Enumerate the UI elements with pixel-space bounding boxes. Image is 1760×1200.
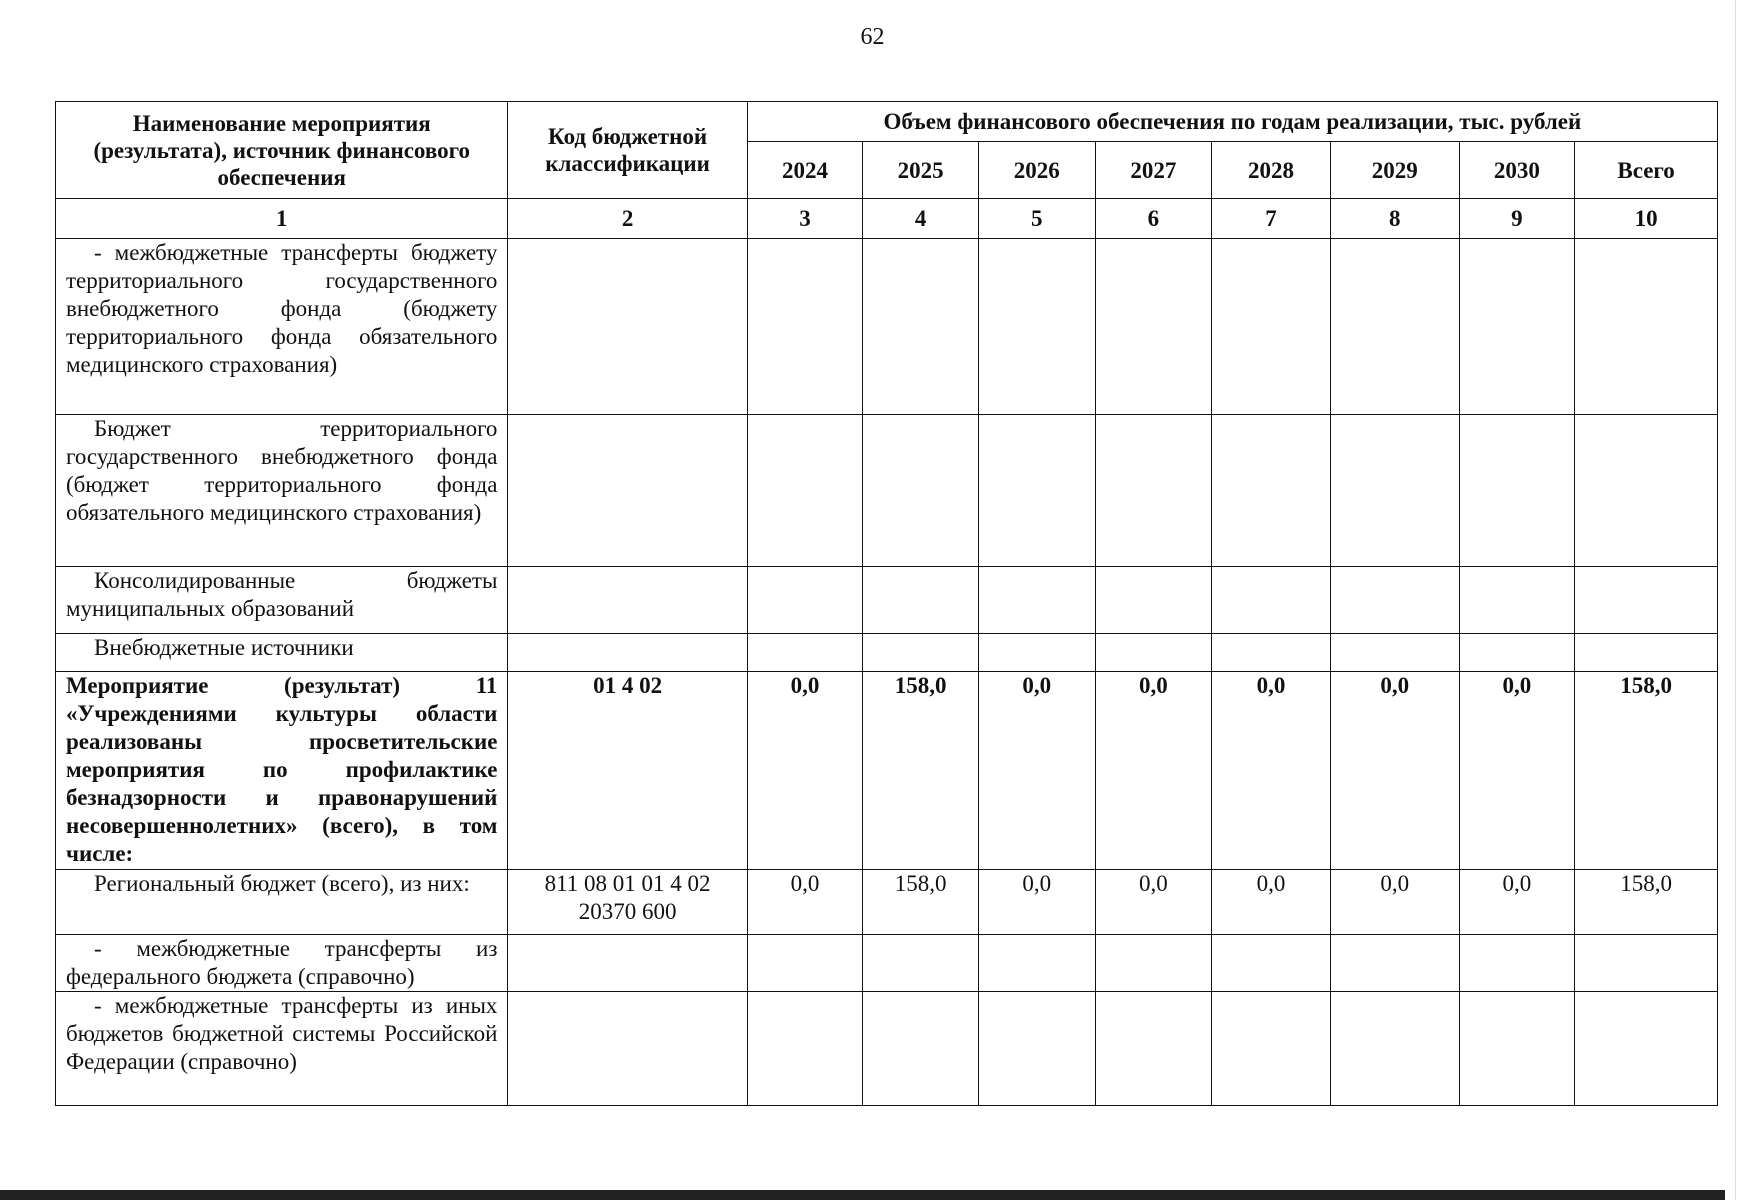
- row-value: [863, 992, 979, 1106]
- row-total: [1575, 567, 1718, 634]
- row-value: [1459, 567, 1575, 634]
- row-total: 158,0: [1575, 870, 1718, 935]
- row-value: [1330, 239, 1459, 415]
- row-name: - межбюджетные трансферты бюджету территориального государственного внебюджетного фонда (бюджету территориального фонда обязательного медицинского страхования): [56, 239, 508, 415]
- row-value: 0,0: [1212, 870, 1331, 935]
- row-value: [1095, 634, 1212, 672]
- header-year: 2025: [863, 142, 979, 199]
- row-value: [863, 239, 979, 415]
- row-value: [1095, 992, 1212, 1106]
- column-number: 9: [1459, 199, 1575, 239]
- page-number: 62: [860, 24, 885, 50]
- column-number: 5: [978, 199, 1095, 239]
- row-value: [978, 634, 1095, 672]
- column-number: 2: [508, 199, 747, 239]
- row-code: [508, 992, 747, 1106]
- row-value: 0,0: [1330, 870, 1459, 935]
- row-code: [508, 415, 747, 567]
- row-total: [1575, 415, 1718, 567]
- row-name: - межбюджетные трансферты из иных бюджетов бюджетной системы Российской Федерации (справочно): [56, 992, 508, 1106]
- row-name: Региональный бюджет (всего), из них:: [56, 870, 508, 935]
- table-row: [56, 567, 1718, 634]
- table-row: [56, 415, 1718, 567]
- row-value: [1212, 567, 1331, 634]
- header-total: Всего: [1575, 142, 1718, 199]
- row-value: [863, 415, 979, 567]
- row-value: [1459, 415, 1575, 567]
- row-total: [1575, 992, 1718, 1106]
- row-value: [1330, 992, 1459, 1106]
- column-number: 10: [1575, 199, 1718, 239]
- header-year: 2027: [1095, 142, 1212, 199]
- scan-right-margin: [1735, 0, 1760, 1200]
- row-value: [978, 567, 1095, 634]
- row-value: [1459, 634, 1575, 672]
- table-row: [56, 992, 1718, 1106]
- row-value: [747, 415, 863, 567]
- header-year: 2026: [978, 142, 1095, 199]
- row-total: [1575, 935, 1718, 992]
- row-value: 0,0: [1212, 672, 1331, 870]
- row-value: 0,0: [978, 870, 1095, 935]
- row-total: [1575, 634, 1718, 672]
- financing-table: [55, 101, 1718, 1106]
- row-name: Консолидированные бюджеты муниципальных образований: [56, 567, 508, 634]
- row-value: 0,0: [1459, 672, 1575, 870]
- row-value: [978, 992, 1095, 1106]
- row-value: [1095, 239, 1212, 415]
- row-total: [1575, 239, 1718, 415]
- header-row-1: [56, 102, 1718, 142]
- row-value: 0,0: [1330, 672, 1459, 870]
- row-value: 0,0: [978, 672, 1095, 870]
- column-number: 7: [1212, 199, 1331, 239]
- row-name: Внебюджетные источники: [56, 634, 508, 672]
- table-row: [56, 239, 1718, 415]
- header-year: 2030: [1459, 142, 1575, 199]
- row-code: 01 4 02: [508, 672, 747, 870]
- header-volume-column: Объем финансового обеспечения по годам реализации, тыс. рублей: [747, 102, 1717, 142]
- row-value: [1459, 935, 1575, 992]
- row-value: 0,0: [1459, 870, 1575, 935]
- row-value: [747, 992, 863, 1106]
- row-value: [1330, 935, 1459, 992]
- row-total: 158,0: [1575, 672, 1718, 870]
- row-value: 0,0: [747, 672, 863, 870]
- row-name: - межбюджетные трансферты из федерального бюджета (справочно): [56, 935, 508, 992]
- row-code: [508, 634, 747, 672]
- header-year: 2028: [1212, 142, 1331, 199]
- column-number: 3: [747, 199, 863, 239]
- row-value: 0,0: [1095, 870, 1212, 935]
- column-number: 4: [863, 199, 979, 239]
- row-value: [978, 415, 1095, 567]
- row-value: 158,0: [863, 672, 979, 870]
- row-value: [1330, 634, 1459, 672]
- table-row: [56, 870, 1718, 935]
- row-value: [1212, 634, 1331, 672]
- row-name: Мероприятие (результат) 11 «Учреждениями культуры области реализованы просветительские мероприятия по профилактике безнадзорности и правонарушений несовершеннолетних» (всего), в том числе:: [56, 672, 508, 870]
- table-row: [56, 634, 1718, 672]
- row-code: [508, 239, 747, 415]
- row-value: [1095, 415, 1212, 567]
- table-row-activity: [56, 672, 1718, 870]
- column-number-row: [56, 199, 1718, 239]
- scan-bottom-edge: [0, 1190, 1725, 1200]
- row-value: [863, 567, 979, 634]
- row-value: [1095, 567, 1212, 634]
- row-value: [1459, 239, 1575, 415]
- row-value: 0,0: [747, 870, 863, 935]
- row-value: [1212, 239, 1331, 415]
- row-value: 0,0: [1095, 672, 1212, 870]
- column-number: 8: [1330, 199, 1459, 239]
- row-value: [1212, 415, 1331, 567]
- row-name: Бюджет территориального государственного внебюджетного фонда (бюджет территориального фонда обязательного медицинского страхования): [56, 415, 508, 567]
- table-row: [56, 935, 1718, 992]
- row-value: [863, 935, 979, 992]
- row-value: [747, 239, 863, 415]
- header-year: 2024: [747, 142, 863, 199]
- row-value: [1330, 415, 1459, 567]
- row-code: [508, 567, 747, 634]
- row-value: [863, 634, 979, 672]
- row-value: [747, 634, 863, 672]
- header-name-column: Наименование мероприятия (результата), источник финансового обеспечения: [56, 102, 508, 199]
- row-value: [747, 935, 863, 992]
- header-year: 2029: [1330, 142, 1459, 199]
- row-value: [978, 935, 1095, 992]
- row-value: [978, 239, 1095, 415]
- row-code: [508, 935, 747, 992]
- column-number: 6: [1095, 199, 1212, 239]
- row-value: [1330, 567, 1459, 634]
- row-value: [1095, 935, 1212, 992]
- row-value: [1212, 992, 1331, 1106]
- row-code: 811 08 01 01 4 02 20370 600: [508, 870, 747, 935]
- row-value: [1212, 935, 1331, 992]
- row-value: [1459, 992, 1575, 1106]
- column-number: 1: [56, 199, 508, 239]
- row-value: [747, 567, 863, 634]
- row-value: 158,0: [863, 870, 979, 935]
- header-code-column: Код бюджетной классификации: [508, 102, 747, 199]
